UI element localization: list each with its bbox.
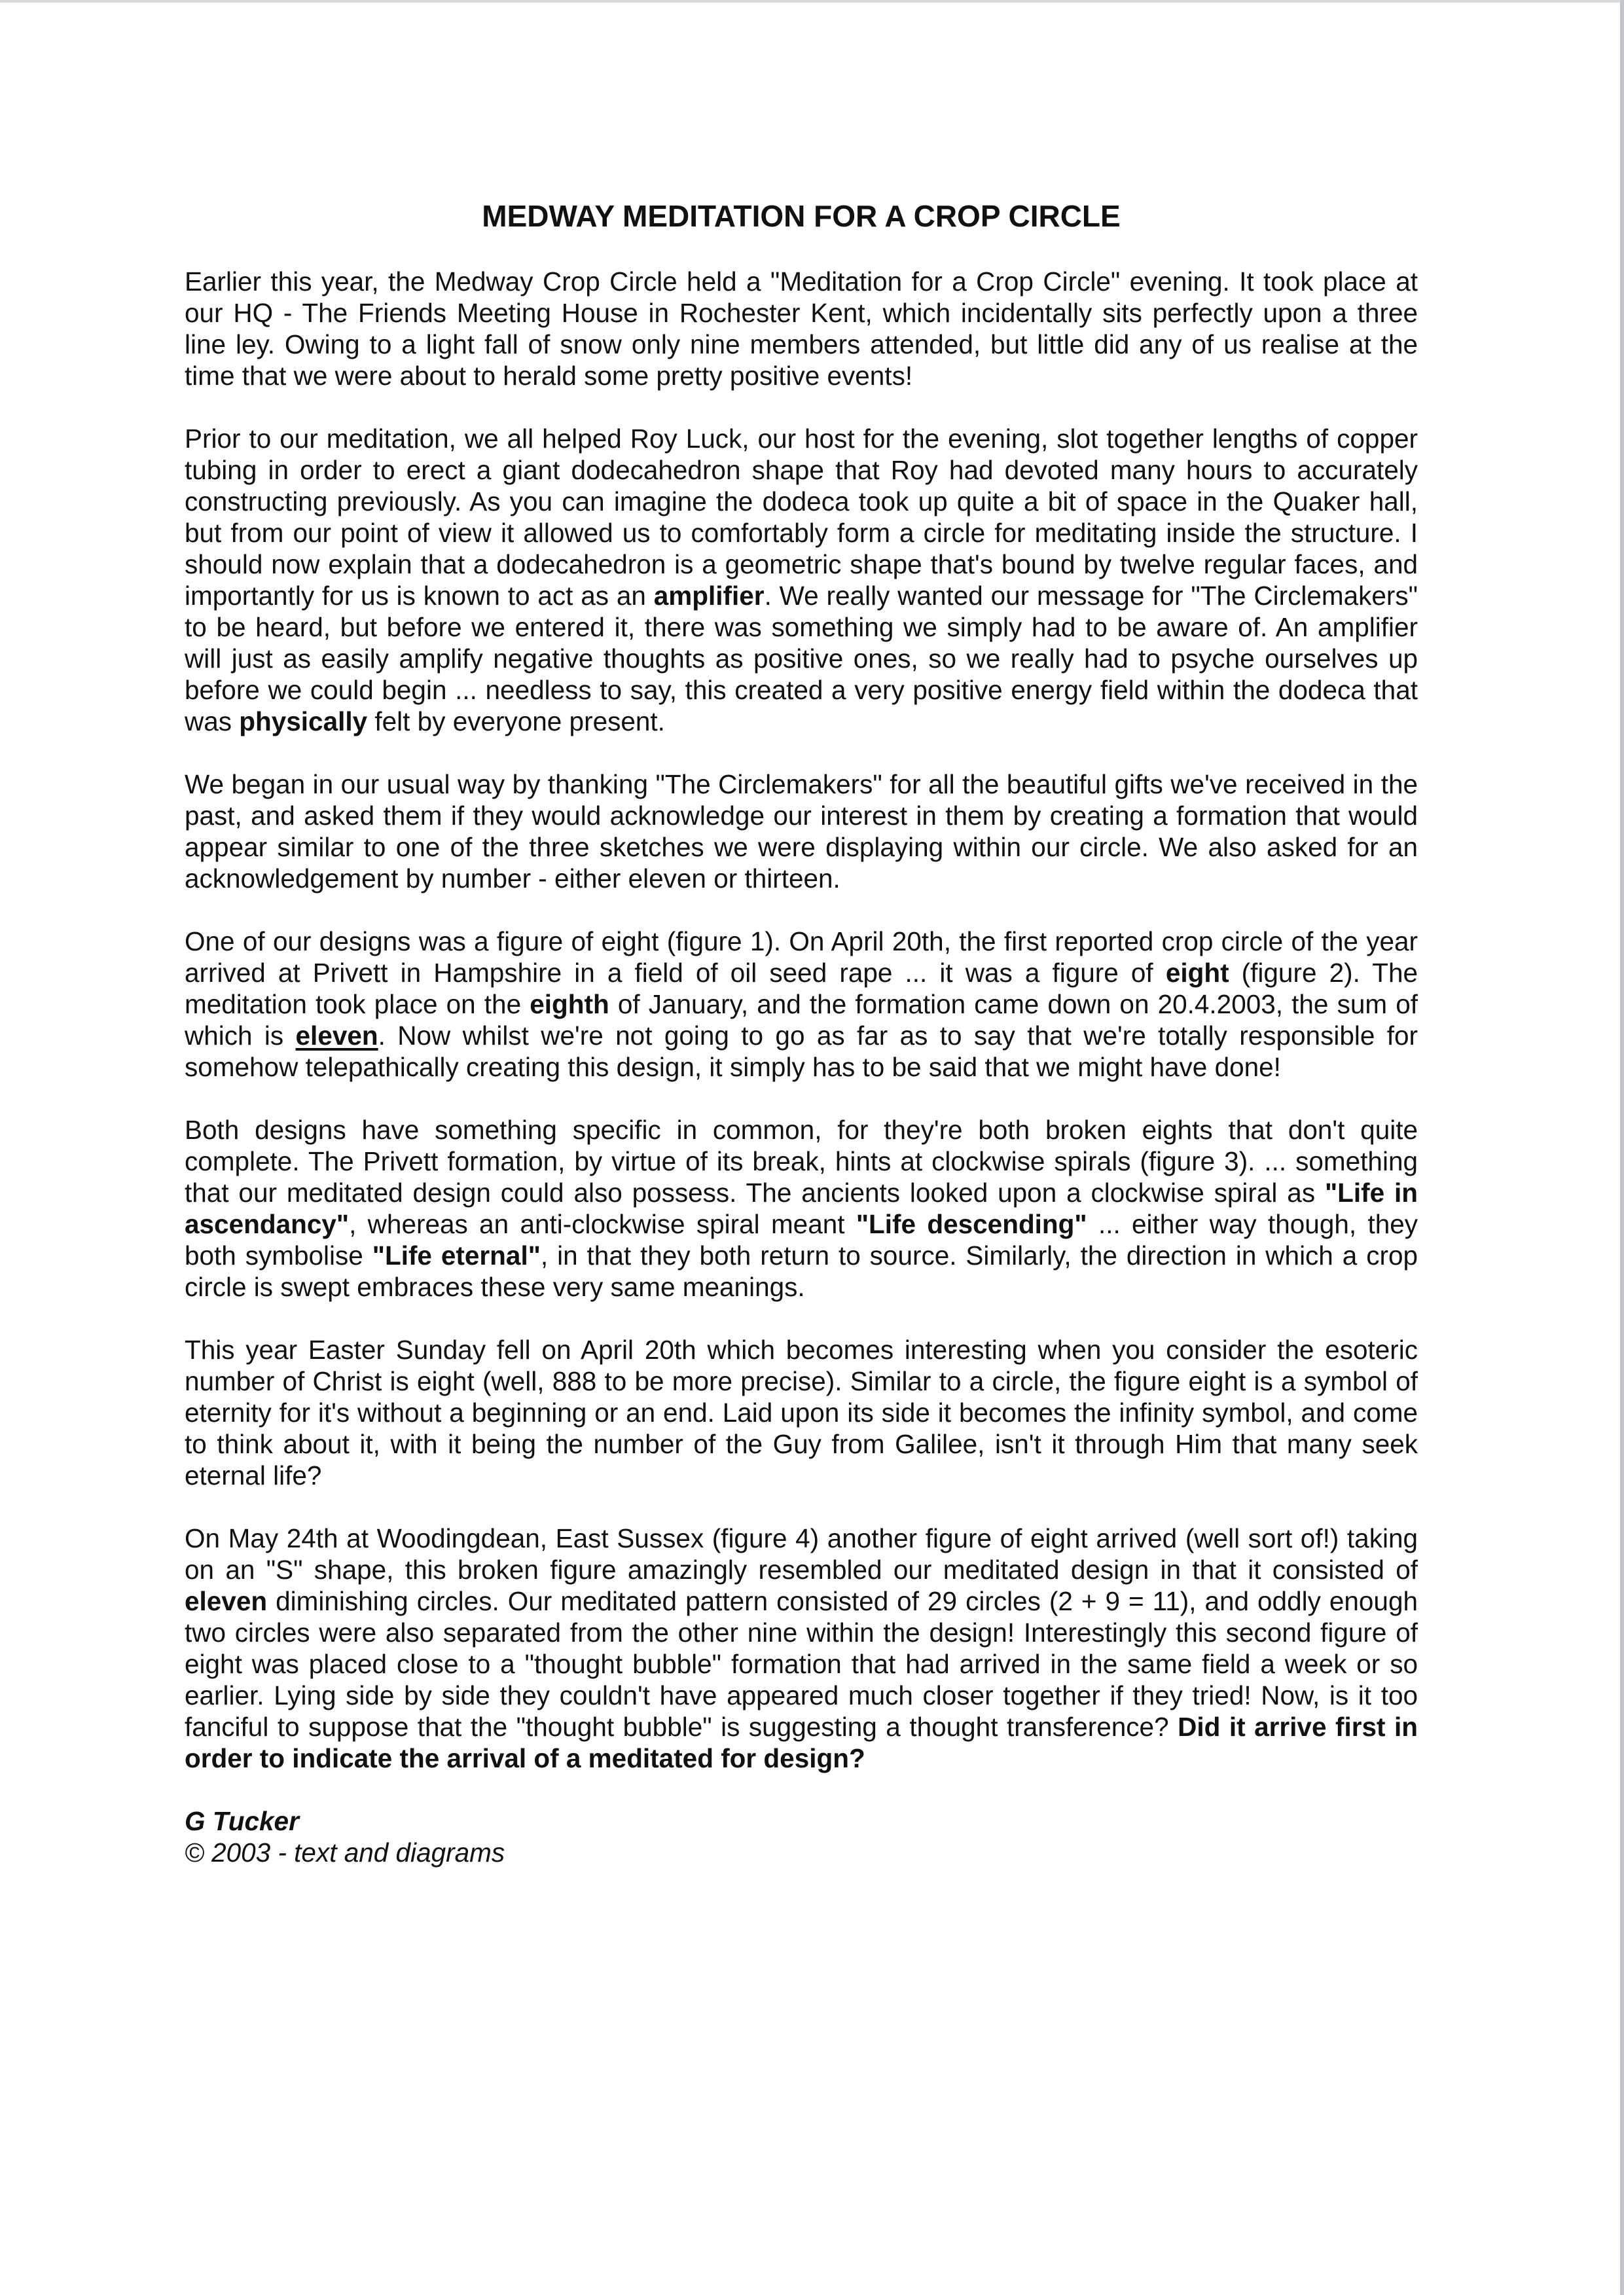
- emphasis-bold: eight: [1165, 958, 1229, 988]
- text-run: One of our designs was a figure of eight (figure 1). On April 20th, the first reported crop circle of the year arrived at Privett in Hampshire in a field of oil seed rape ... it was a figure of: [185, 926, 1418, 988]
- author-name: G Tucker: [185, 1806, 299, 1836]
- emphasis-bold: "Life descending": [856, 1209, 1087, 1239]
- emphasis-bold: physically: [239, 706, 368, 736]
- text-run: Both designs have something specific in common, for they're both broken eights that don't quite complete. The Privett formation, by virtue of its break, hints at clockwise spirals (figure 3). ... something that our meditated design could also possess. The ancients looked upon a clockwise spiral as: [185, 1115, 1418, 1208]
- emphasis-underline: eleven: [295, 1021, 378, 1051]
- scan-edge-top: [0, 0, 1624, 3]
- paragraph-meditation-request: [185, 768, 1418, 894]
- paragraph-easter-sunday: [185, 1334, 1418, 1491]
- text-run: , whereas an anti-clockwise spiral meant: [349, 1209, 856, 1239]
- text-run: Prior to our meditation, we all helped Roy Luck, our host for the evening, slot together lengths of copper tubing in order to erect a giant dodecahedron shape that Roy had devoted many hours to accurately constructing previously. As you can imagine the dodeca took up quite a bit of space in the Quaker hall, but from our point of view it allowed us to comfortably form a circle for meditating inside the structure. I should now explain that a dodecahedron is a geometric shape that's bound by twelve regular faces, and importantly for us is known to act as an: [185, 424, 1418, 611]
- document-page: [185, 196, 1418, 1868]
- text-run: . We really wanted our message for "The Circlemakers" to be heard, but before we entered it, there was something we simply had to be aware of. An amplifier will just as easily amplify negative thoughts as positive ones, so we really had to psyche ourselves up before we could begin ... needless to say, this created a very positive energy field within the dodeca that was: [185, 581, 1418, 736]
- text-run: felt by everyone present.: [367, 706, 665, 736]
- paragraph-dodecahedron: [185, 423, 1418, 737]
- text-run: This year Easter Sunday fell on April 20th which becomes interesting when you consider the esoteric number of Christ is eight (well, 888 to be more precise). Similar to a circle, the figure eight is a symbol of eternity for it's without a beginning or an end. Laid upon its side it becomes the infinity symbol, and come to think about it, with it being the number of the Guy from Galilee, isn't it through Him that many seek eternal life?: [185, 1335, 1418, 1491]
- emphasis-bold: eighth: [530, 989, 609, 1019]
- text-run: Earlier this year, the Medway Crop Circle held a "Meditation for a Crop Circle" evening. It took place at our HQ - The Friends Meeting House in Rochester Kent, which incidentally sits perfectly upon a three line ley. Owing to a light fall of snow only nine members attended, but little did any of us realise at the time that we were about to herald some pretty positive events!: [185, 266, 1418, 391]
- text-run: , in that they both return to source. Similarly, the direction in which a crop circle is swept embraces these very same meanings.: [185, 1240, 1418, 1302]
- text-run: . Now whilst we're not going to go as far as to say that we're totally responsible for somehow telepathically creating this design, it simply has to be said that we might have done!: [185, 1021, 1418, 1082]
- document-body: [185, 266, 1418, 1774]
- text-run: On May 24th at Woodingdean, East Sussex (figure 4) another figure of eight arrived (well sort of!) taking on an "S" shape, this broken figure amazingly resembled our meditated design in that it consisted of: [185, 1523, 1418, 1585]
- emphasis-bold-underline: [296, 1021, 378, 1051]
- paragraph-intro: [185, 266, 1418, 391]
- emphasis-bold: eleven: [185, 1586, 268, 1616]
- emphasis-bold: amplifier: [653, 581, 765, 611]
- scan-edge-right: [1620, 0, 1624, 2295]
- text-run: We began in our usual way by thanking "The Circlemakers" for all the beautiful gifts we've received in the past, and asked them if they would acknowledge our interest in them by creating a formation that would appear similar to one of the three sketches we were displaying within our circle. We also asked for an acknowledgement by number - either eleven or thirteen.: [185, 769, 1418, 894]
- text-run: of January, and the formation came down on 20.4.2003, the sum of which is: [185, 989, 1418, 1051]
- copyright-notice: © 2003 - text and diagrams: [185, 1837, 505, 1868]
- text-run: diminishing circles. Our meditated pattern consisted of 29 circles (2 + 9 = 11), and oddly enough two circles were also separated from the other nine within the design! Interestingly this second figure of eight was placed close to a "thought bubble" formation that had arrived in the same field a week or so earlier. Lying side by side they couldn't have appeared much closer together if they tried! Now, is it too fanciful to suppose that the "thought bubble" is suggesting a thought transference?: [185, 1586, 1418, 1742]
- document-title: MEDWAY MEDITATION FOR A CROP CIRCLE: [482, 199, 1121, 233]
- signature-block: [185, 1805, 1418, 1868]
- emphasis-bold: "Life in ascendancy": [185, 1178, 1418, 1239]
- text-run: (figure 2). The meditation took place on the: [185, 958, 1418, 1019]
- emphasis-bold: Did it arrive first in order to indicate the arrival of a meditated for design?: [185, 1712, 1418, 1773]
- paragraph-figure-of-eight: [185, 926, 1418, 1083]
- paragraph-woodingdean: [185, 1523, 1418, 1774]
- paragraph-broken-eights: [185, 1114, 1418, 1303]
- emphasis-bold: "Life eternal": [372, 1240, 541, 1271]
- text-run: ... either way though, they both symbolise: [185, 1209, 1418, 1271]
